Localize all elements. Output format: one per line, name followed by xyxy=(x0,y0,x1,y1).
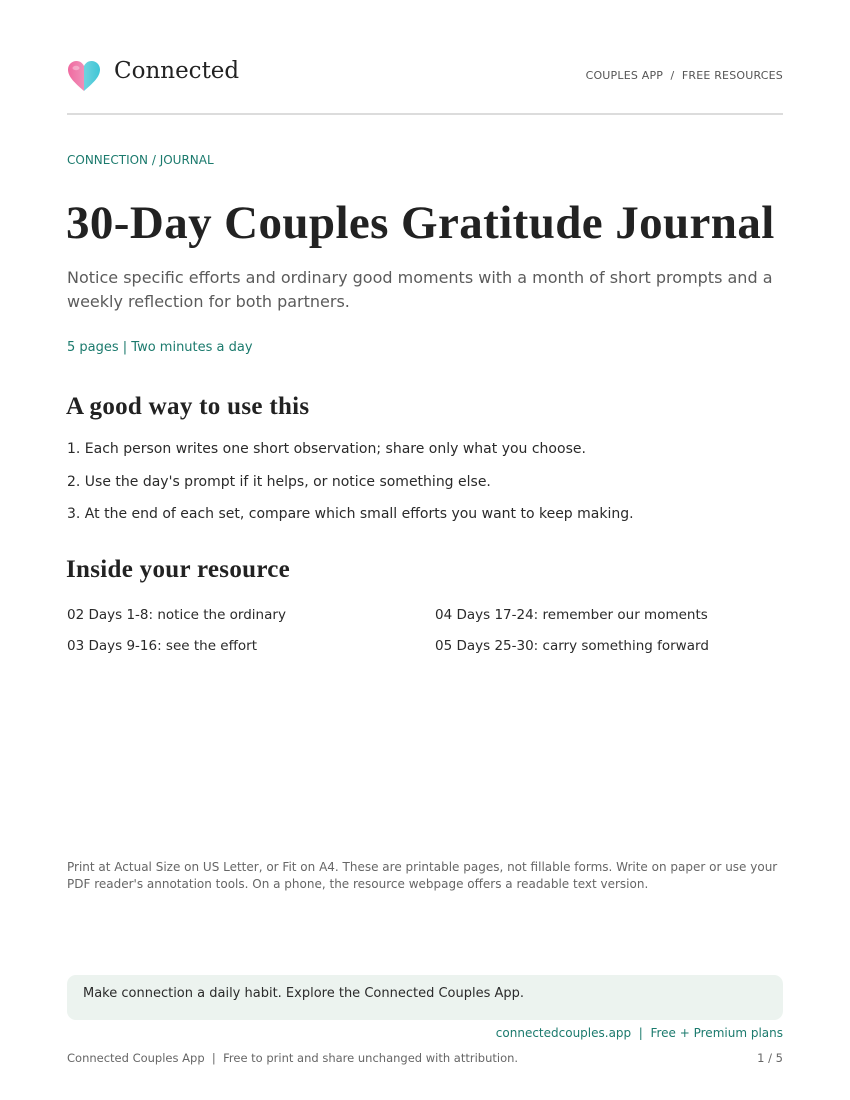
how-to-heading: A good way to use this xyxy=(66,393,310,420)
page-title: 30-Day Couples Gratitude Journal xyxy=(66,197,775,249)
contents-item: 02 Days 1-8: notice the ordinary xyxy=(67,607,286,623)
step-item: 2. Use the day's prompt if it helps, or notice something else. xyxy=(67,473,491,490)
print-note: Print at Actual Size on US Letter, or Fit on A4. These are printable pages, not fillable forms. Write on paper or use your PDF reader's annotation tools. On a phone, the resource webpage offers a readable text version. xyxy=(67,860,778,891)
contents-item: 05 Days 25-30: carry something forward xyxy=(435,638,709,654)
footer-attribution: Connected Couples App | Free to print and share unchanged with attribution. xyxy=(67,1051,519,1065)
app-cta-banner[interactable] xyxy=(67,975,783,1020)
step-item: 3. At the end of each set, compare which small efforts you want to keep making. xyxy=(67,506,634,522)
contents-heading: Inside your resource xyxy=(66,556,291,583)
step-item: 1. Each person writes one short observation; share only what you choose. xyxy=(67,441,586,457)
contents-item: 04 Days 17-24: remember our moments xyxy=(435,607,708,623)
resource-meta: 5 pages | Two minutes a day xyxy=(67,340,253,355)
brand-name: Connected xyxy=(114,58,240,84)
how-to-steps xyxy=(67,440,783,538)
page-subtitle: Notice specific efforts and ordinary good moments with a month of short prompts and a weekly reflection for both partners. xyxy=(67,268,773,311)
heart-icon xyxy=(67,60,101,92)
contents-item: 03 Days 9-16: see the effort xyxy=(67,638,258,654)
header-divider xyxy=(67,113,783,115)
footer-link[interactable]: connectedcouples.app | Free + Premium plans xyxy=(495,1026,783,1040)
breadcrumb: CONNECTION / JOURNAL xyxy=(67,153,214,167)
cta-text: Make connection a daily habit. Explore the Connected Couples App. xyxy=(83,986,525,1001)
header-links[interactable]: COUPLES APP / FREE RESOURCES xyxy=(585,69,783,82)
header xyxy=(67,56,783,96)
page-number: 1 / 5 xyxy=(757,1051,783,1065)
